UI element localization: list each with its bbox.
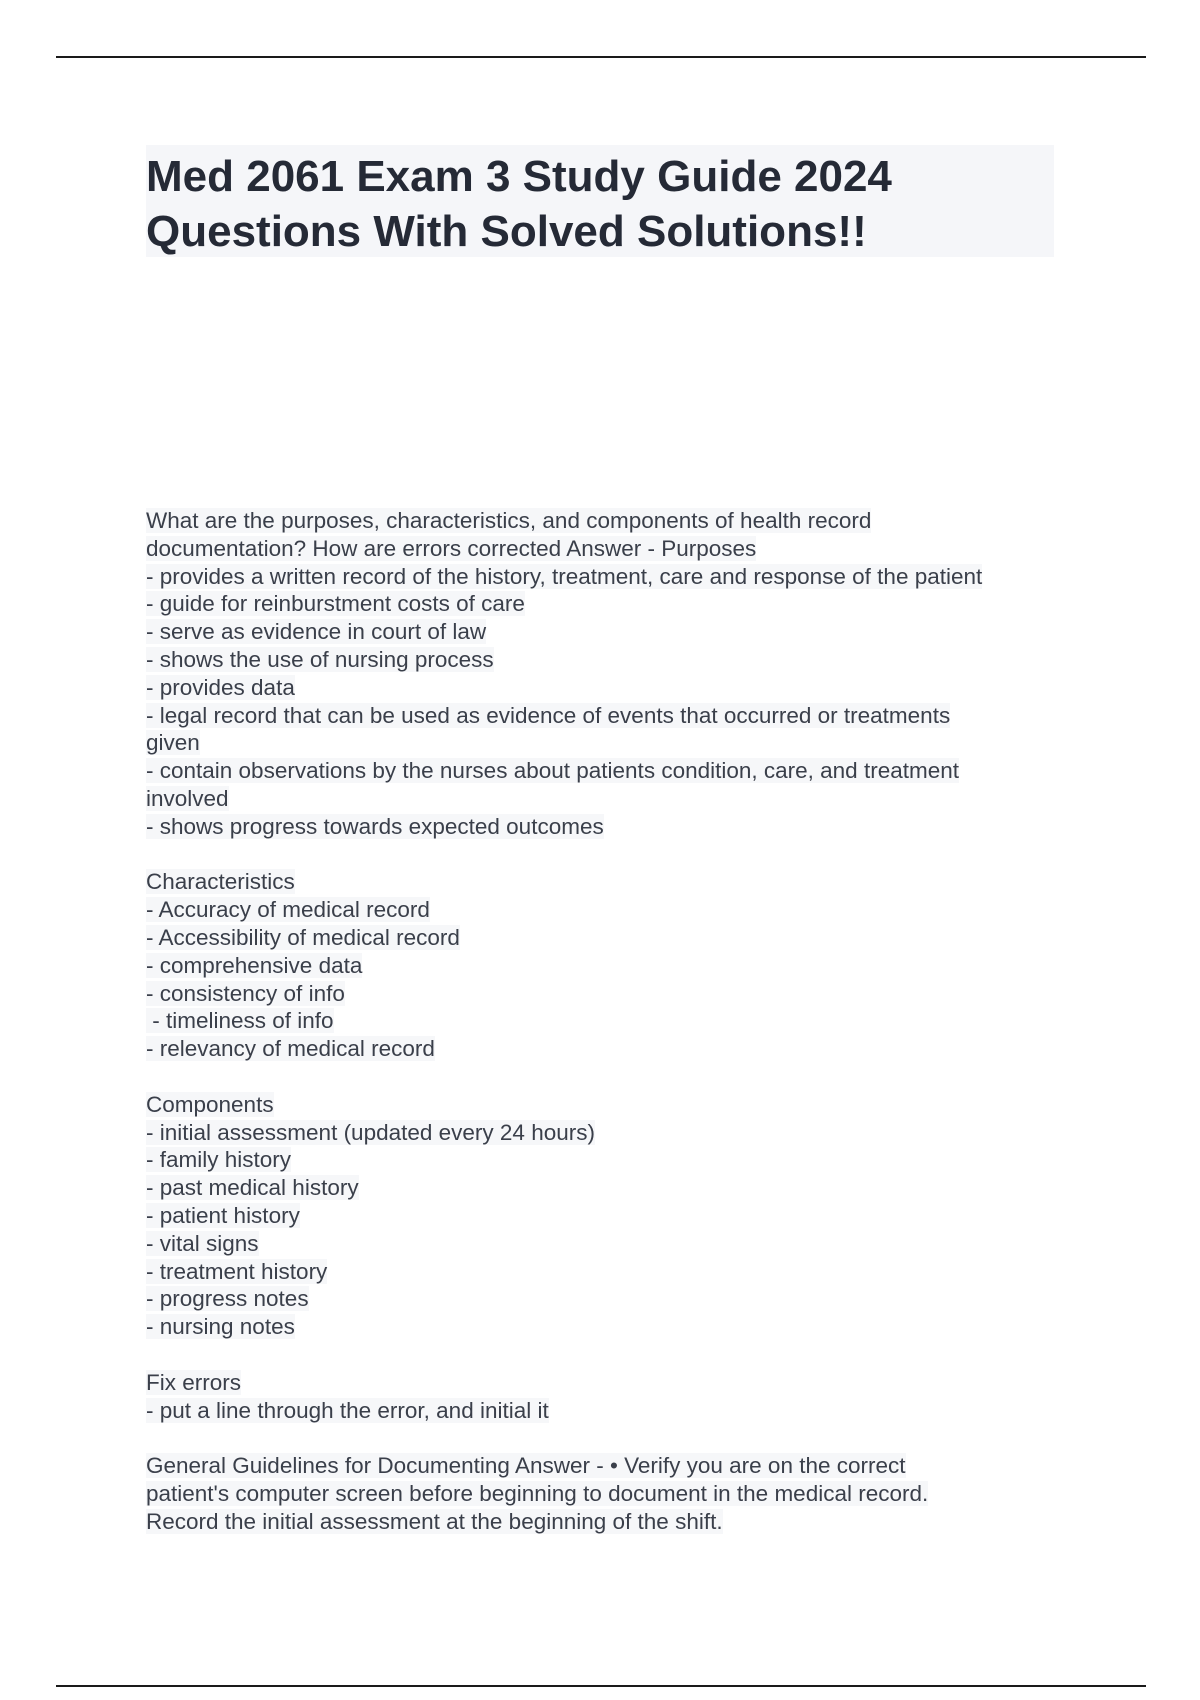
text-line [146, 1369, 1066, 1397]
text-line [146, 952, 1066, 980]
text-line [146, 1230, 1066, 1258]
text-line [146, 674, 1066, 702]
document-body [146, 507, 1066, 1563]
text-line-content: - provides data [146, 674, 295, 700]
text-line-content: - nursing notes [146, 1314, 295, 1340]
text-line [146, 896, 1066, 924]
text-line-content: - serve as evidence in court of law [146, 619, 487, 645]
text-line [146, 1035, 1066, 1063]
text-line-content: - shows progress towards expected outcomes [146, 813, 604, 839]
text-line [146, 1007, 1066, 1035]
text-line [146, 1313, 1066, 1341]
text-line [146, 1091, 1066, 1119]
text-line-content: - guide for reinburstment costs of care [146, 591, 525, 617]
text-line [146, 590, 1066, 618]
text-line-content: - comprehensive data [146, 952, 363, 978]
bottom-divider [56, 1685, 1146, 1687]
text-line-content: - past medical history [146, 1175, 359, 1201]
text-line [146, 813, 1066, 841]
text-line [146, 1480, 1066, 1508]
text-line [146, 785, 1066, 813]
text-line-content: patient's computer screen before beginning to document in the medical record. [146, 1480, 929, 1506]
text-line-content: - family history [146, 1147, 292, 1173]
text-line-content: - initial assessment (updated every 24 hours) [146, 1119, 595, 1145]
text-line [146, 646, 1066, 674]
characteristics-block [146, 868, 1066, 1063]
text-line-content: involved [146, 785, 229, 811]
text-line [146, 1452, 1066, 1480]
text-line-content: - treatment history [146, 1258, 328, 1284]
text-line-content: Components [146, 1091, 274, 1117]
title-line-2: Questions With Solved Solutions!! [146, 207, 867, 256]
text-line-content: given [146, 730, 200, 756]
text-line [146, 1119, 1066, 1147]
text-line [146, 980, 1066, 1008]
components-block [146, 1091, 1066, 1341]
text-line-content: - legal record that can be used as evidence of events that occurred or treatments [146, 702, 951, 728]
text-line-content: - shows the use of nursing process [146, 646, 494, 672]
text-line-content: - relevancy of medical record [146, 1036, 435, 1062]
text-line-content: - progress notes [146, 1286, 309, 1312]
page-title [146, 145, 1054, 257]
guidelines-block [146, 1452, 1066, 1535]
text-line-content: - timeliness of info [146, 1008, 334, 1034]
text-line [146, 702, 1066, 730]
text-line-content: - provides a written record of the history, treatment, care and response of the patient [146, 563, 983, 589]
text-line [146, 563, 1066, 591]
text-line-content: What are the purposes, characteristics, and components of health record [146, 508, 872, 533]
text-line-content: - put a line through the error, and initial it [146, 1397, 549, 1423]
title-line-1: Med 2061 Exam 3 Study Guide 2024 [146, 152, 892, 201]
top-divider [56, 56, 1146, 58]
text-line-content: - vital signs [146, 1230, 259, 1256]
text-line-content: - Accuracy of medical record [146, 897, 430, 923]
text-line [146, 1258, 1066, 1286]
text-line [146, 924, 1066, 952]
text-line-content: - Accessibility of medical record [146, 924, 460, 950]
text-line-content: Fix errors [146, 1369, 241, 1395]
text-line [146, 1508, 1066, 1536]
text-line [146, 507, 1066, 535]
purposes-block [146, 507, 1066, 841]
text-line-content: Characteristics [146, 869, 295, 895]
text-line [146, 1285, 1066, 1313]
fix-errors-block [146, 1369, 1066, 1425]
text-line-content: Record the initial assessment at the beginning of the shift. [146, 1508, 723, 1534]
text-line [146, 1174, 1066, 1202]
text-line-content: - contain observations by the nurses about patients condition, care, and treatment [146, 758, 959, 784]
text-line-content: documentation? How are errors corrected Answer - Purposes [146, 535, 757, 561]
text-line-content: General Guidelines for Documenting Answer - • Verify you are on the correct [146, 1453, 906, 1479]
text-line [146, 535, 1066, 563]
text-line [146, 757, 1066, 785]
text-line [146, 618, 1066, 646]
text-line [146, 1202, 1066, 1230]
text-line [146, 1146, 1066, 1174]
text-line [146, 729, 1066, 757]
text-line-content: - patient history [146, 1202, 300, 1228]
text-line [146, 1397, 1066, 1425]
text-line-content: - consistency of info [146, 980, 345, 1006]
text-line [146, 868, 1066, 896]
